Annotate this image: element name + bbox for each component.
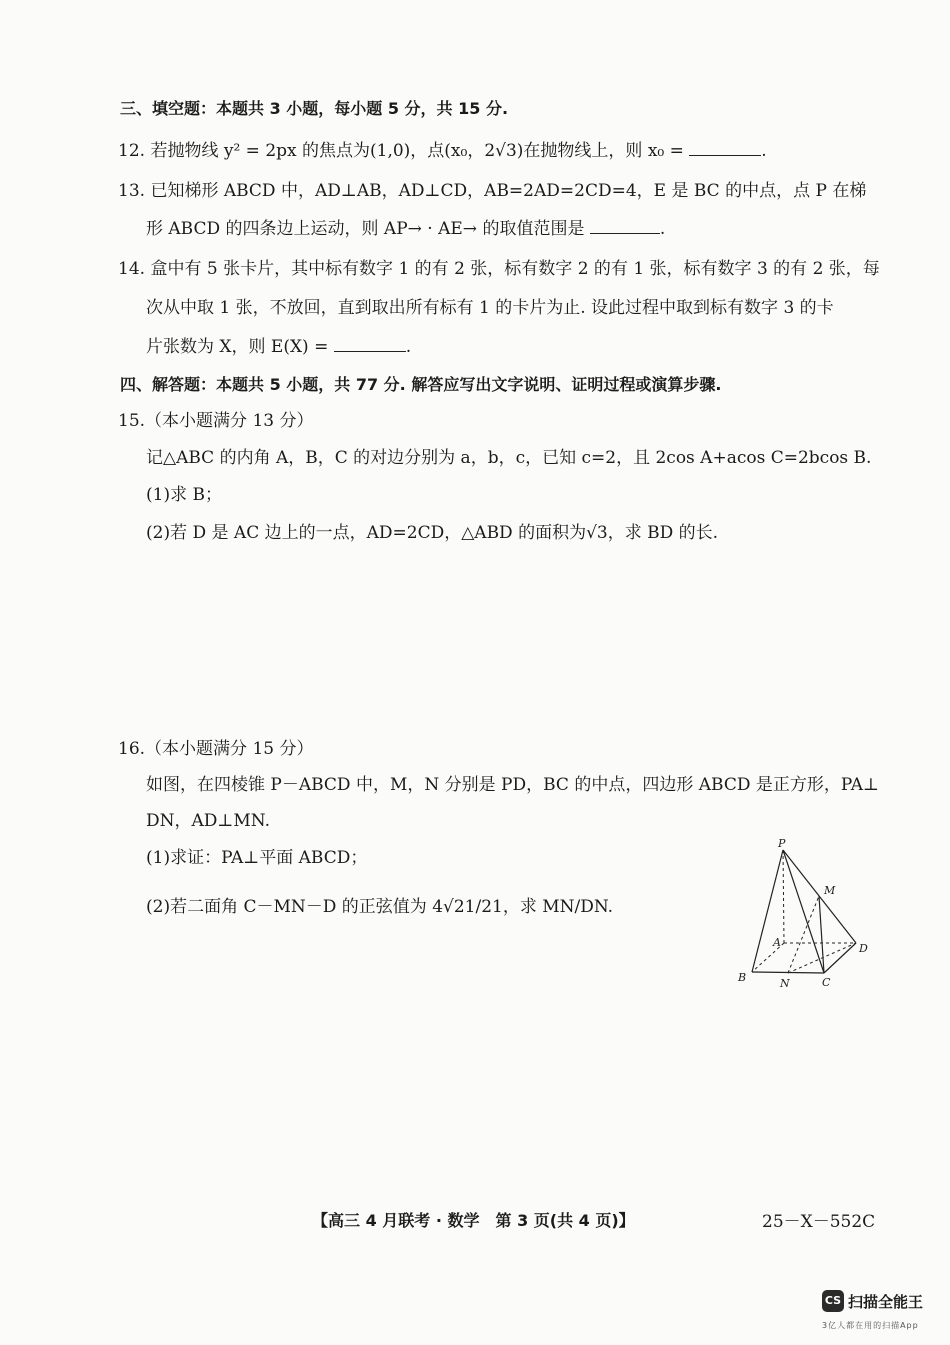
question-15-part-1: (1)求 B； bbox=[146, 485, 222, 505]
label-p: P bbox=[778, 837, 786, 850]
scanner-logo-icon: CS bbox=[822, 1290, 844, 1312]
edge-cd bbox=[824, 943, 856, 973]
question-12-text: 12. 若抛物线 y² = 2px 的焦点为(1,0)，点(x₀，2√3)在抛物线上，则 x₀ = bbox=[118, 141, 684, 161]
pyramid-figure bbox=[730, 836, 880, 996]
question-12 bbox=[118, 136, 767, 161]
question-14-line-3-text: 片张数为 X，则 E(X) = bbox=[146, 337, 329, 357]
question-12-end: . bbox=[761, 141, 767, 161]
scanner-watermark bbox=[822, 1290, 923, 1312]
label-c: C bbox=[822, 976, 831, 989]
question-16-stem-line-1: 如图，在四棱锥 P－ABCD 中，M，N 分别是 PD，BC 的中点，四边形 ABCD 是正方形，PA⊥ bbox=[146, 775, 880, 795]
question-15-stem: 记△ABC 的内角 A，B，C 的对边分别为 a，b，c，已知 c=2，且 2cos A+acos C=2bcos B. bbox=[146, 448, 872, 468]
question-16-stem-line-2: DN，AD⊥MN. bbox=[146, 811, 270, 831]
question-14-line-1: 14. 盒中有 5 张卡片，其中标有数字 1 的有 2 张，标有数字 2 的有 1 张，标有数字 3 的有 2 张，每 bbox=[118, 259, 880, 279]
edge-pa-hidden bbox=[783, 850, 784, 943]
label-d: D bbox=[859, 942, 868, 955]
question-16-part-1: (1)求证：PA⊥平面 ABCD； bbox=[146, 848, 368, 868]
question-15-title: 15.（本小题满分 13 分） bbox=[118, 411, 314, 431]
question-13-line-2 bbox=[146, 214, 665, 239]
answer-blank-14 bbox=[334, 350, 406, 352]
question-14-line-3 bbox=[146, 332, 411, 357]
label-n: N bbox=[780, 977, 790, 990]
exam-code: 25－X－552C bbox=[762, 1212, 876, 1232]
scanner-app-name: 扫描全能王 bbox=[848, 1292, 924, 1311]
scanner-tagline: 3亿人都在用的扫描App bbox=[822, 1321, 919, 1330]
question-14-end: . bbox=[405, 337, 412, 357]
section-heading-fill-blank: 三、填空题：本题共 3 小题，每小题 5 分，共 15 分. bbox=[120, 99, 509, 118]
question-15-part-2: (2)若 D 是 AC 边上的一点，AD=2CD，△ABD 的面积为√3，求 BD 的长. bbox=[146, 523, 719, 543]
question-14-line-2: 次从中取 1 张，不放回，直到取出所有标有 1 的卡片为止. 设此过程中取到标有数字 3 的卡 bbox=[146, 298, 834, 318]
edge-pb bbox=[752, 850, 783, 972]
label-a: A bbox=[773, 936, 781, 949]
question-13-line-1: 13. 已知梯形 ABCD 中，AD⊥AB，AD⊥CD，AB=2AD=2CD=4，E 是 BC 的中点，点 P 在梯 bbox=[118, 181, 867, 201]
label-m: M bbox=[824, 884, 836, 897]
question-16-part-2: (2)若二面角 C－MN－D 的正弦值为 4√21/21，求 MN/DN. bbox=[146, 897, 614, 917]
label-b: B bbox=[738, 971, 747, 984]
edge-pc bbox=[783, 850, 824, 973]
question-13-end: . bbox=[659, 219, 666, 239]
segment-nm-hidden bbox=[788, 896, 819, 973]
question-16-title: 16.（本小题满分 15 分） bbox=[118, 739, 314, 759]
section-heading-solutions: 四、解答题：本题共 5 小题，共 77 分. 解答应写出文字说明、证明过程或演算步骤. bbox=[120, 375, 722, 394]
answer-blank-12 bbox=[689, 154, 761, 156]
page-footer: 【高三 4 月联考 · 数学 第 3 页(共 4 页)】 bbox=[312, 1211, 635, 1230]
question-13-line-2-text: 形 ABCD 的四条边上运动，则 AP→ · AE→ 的取值范围是 bbox=[146, 219, 585, 239]
answer-blank-13 bbox=[590, 232, 660, 234]
